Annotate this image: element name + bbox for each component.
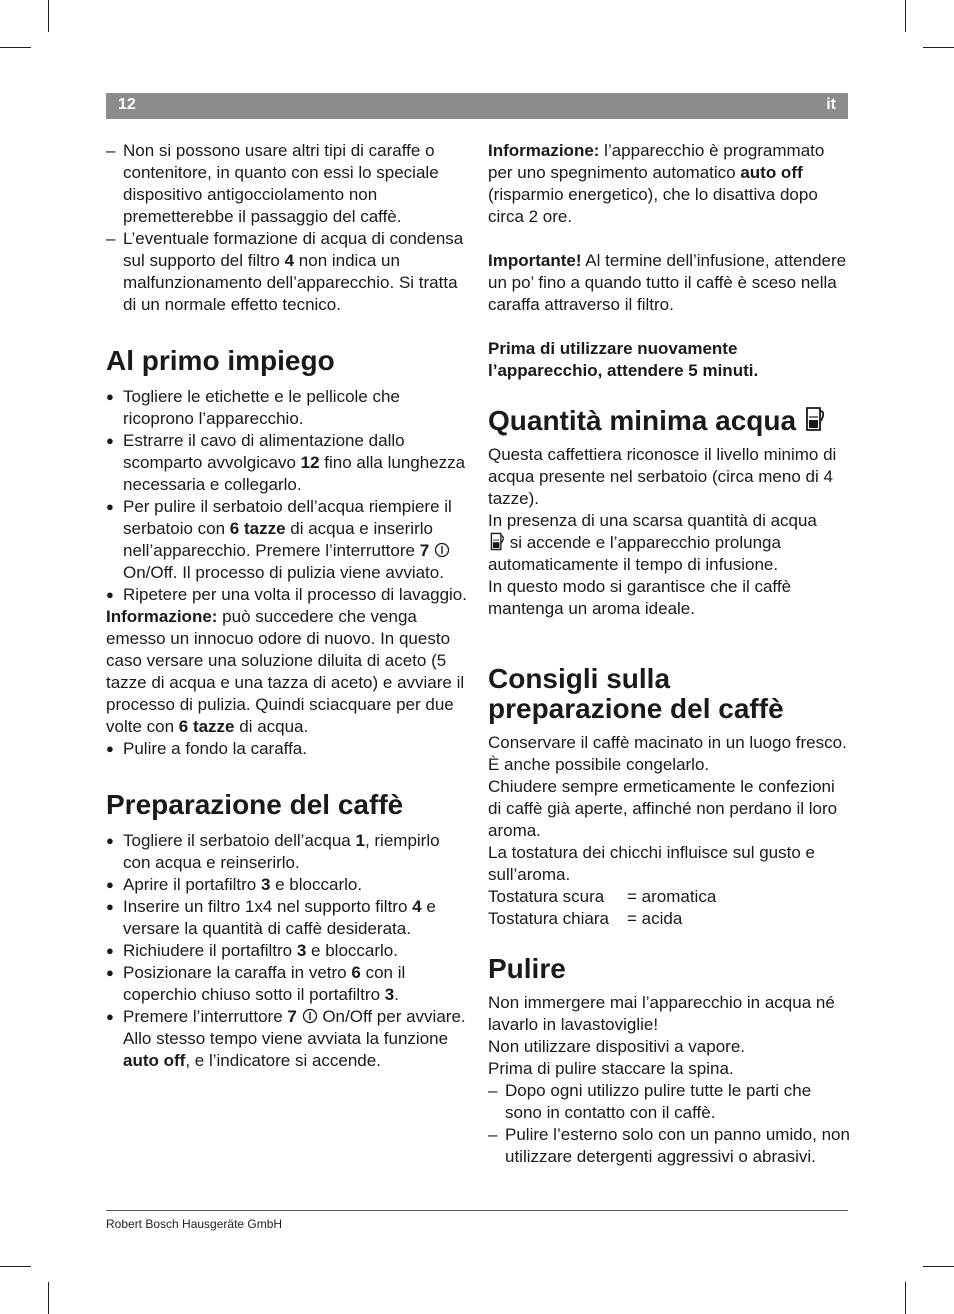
crop-mark (923, 1266, 954, 1267)
list-item: – Dopo ogni utilizzo pulire tutte le parti che sono in contatto con il caffè. (488, 1080, 850, 1124)
first-use-list-end (106, 738, 468, 760)
footer-rule (106, 1210, 848, 1211)
intro-list (106, 140, 468, 316)
paragraph: In questo modo si garantisce che il caffè mantenga un aroma ideale. (488, 577, 792, 618)
cleaning-list (488, 1080, 850, 1168)
wait-note: Prima di utilizzare nuovamente l’apparecchio, attendere 5 minuti. (488, 339, 759, 380)
paragraph: Prima di pulire staccare la spina. (488, 1059, 734, 1078)
list-item: ● Ripetere per una volta il processo di lavaggio. (106, 584, 468, 606)
list-item: – L’eventuale formazione di acqua di condensa sul supporto del filtro 4 non indica un malfunzionamento dell’apparecchio. Si tratta di un normale effetto tecnico. (106, 228, 468, 316)
carafe-icon (488, 532, 505, 551)
info-paragraph: Informazione: l’apparecchio è programmato per uno spegnimento automatico auto off (risparmio energetico), che lo disattiva dopo circa 2 ore. (488, 141, 825, 226)
coffee-prep-list (106, 830, 468, 1072)
paragraph: Non immergere mai l’apparecchio in acqua né lavarlo in lavastoviglie! (488, 993, 835, 1034)
paragraph: Conservare il caffè macinato in un luogo fresco. È anche possibile congelarlo. (488, 733, 847, 774)
crop-mark (48, 1282, 49, 1314)
page-header-bar (106, 93, 848, 119)
crop-mark (923, 47, 954, 48)
list-item: – Non si possono usare altri tipi di caraffe o contenitore, in quanto con essi lo speciale dispositivo antigocciolamento non premetterebbe il passaggio del caffè. (106, 140, 468, 228)
paragraph: Non utilizzare dispositivi a vapore. (488, 1037, 746, 1056)
list-item: ● Inserire un filtro 1x4 nel supporto filtro 4 e versare la quantità di caffè desiderata. (106, 896, 468, 940)
paragraph: Questa caffettiera riconosce il livello minimo di acqua presente nel serbatoio (circa meno di 4 tazze). (488, 445, 837, 508)
roast-row: Tostatura scura = aromatica (488, 887, 717, 906)
crop-mark (0, 47, 31, 48)
list-item: ● Richiudere il portafiltro 3 e bloccarlo. (106, 940, 468, 962)
carafe-icon (804, 406, 824, 432)
footer-company: Robert Bosch Hausgeräte GmbH (106, 1217, 283, 1231)
list-item: – Pulire l’esterno solo con un panno umido, non utilizzare detergenti aggressivi o abrasivi. (488, 1124, 850, 1168)
crop-mark (48, 0, 49, 32)
right-column (488, 140, 850, 1168)
list-item: ● Togliere il serbatoio dell’acqua 1, riempirlo con acqua e reinserirlo. (106, 830, 468, 874)
list-item: ● Pulire a fondo la caraffa. (106, 738, 468, 760)
paragraph: In presenza di una scarsa quantità di acqua si accende e l’apparecchio prolunga automaticamente il tempo di infusione. (488, 511, 817, 574)
language-code: it (826, 96, 836, 113)
crop-mark (905, 1282, 906, 1314)
first-use-list (106, 386, 468, 606)
section-heading-coffee-prep: Preparazione del caffè (106, 789, 404, 820)
power-icon (434, 542, 450, 558)
paragraph: La tostatura dei chicchi influisce sul gusto e sull’aroma. (488, 843, 815, 884)
power-icon (302, 1008, 318, 1024)
left-column (106, 140, 468, 1072)
section-heading-coffee-tips: Consigli sulla preparazione del caffè (488, 663, 784, 724)
list-item: ● Aprire il portafiltro 3 e bloccarlo. (106, 874, 468, 896)
list-item: ● Premere l’interruttore 7 On/Off per avviare. Allo stesso tempo viene avviata la funzione auto off, e l’indicatore si accende. (106, 1006, 468, 1072)
list-item: ● Per pulire il serbatoio dell’acqua riempiere il serbatoio con 6 tazze di acqua e inserirlo nell’apparecchio. Premere l’interruttore 7 On/Off. Il processo di pulizia viene avviato. (106, 496, 468, 584)
list-item: ● Estrarre il cavo di alimentazione dallo scomparto avvolgicavo 12 fino alla lunghezza necessaria e collegarlo. (106, 430, 468, 496)
important-paragraph: Importante! Al termine dell’infusione, attendere un po’ fino a quando tutto il caffè è sceso nella caraffa attraverso il filtro. (488, 251, 847, 314)
section-heading-cleaning: Pulire (488, 953, 566, 984)
list-item: ● Togliere le etichette e le pellicole che ricoprono l’apparecchio. (106, 386, 468, 430)
crop-mark (0, 1266, 31, 1267)
section-heading-first-use: Al primo impiego (106, 345, 335, 376)
paragraph: Chiudere sempre ermeticamente le confezioni di caffè già aperte, affinché non perdano il loro aroma. (488, 777, 838, 840)
list-item: ● Posizionare la caraffa in vetro 6 con il coperchio chiuso sotto il portafiltro 3. (106, 962, 468, 1006)
page-number: 12 (118, 96, 136, 113)
info-paragraph: Informazione: può succedere che venga emesso un innocuo odore di nuovo. In questo caso versare una soluzione diluita di aceto (5 tazze di acqua e una tazza di aceto) e avviare il processo di pulizia. Quindi sciacquare per due volte con 6 tazze di acqua. (106, 607, 465, 736)
section-heading-min-water: Quantità minima acqua (488, 406, 850, 436)
crop-mark (905, 0, 906, 32)
roast-row: Tostatura chiara = acida (488, 909, 683, 928)
